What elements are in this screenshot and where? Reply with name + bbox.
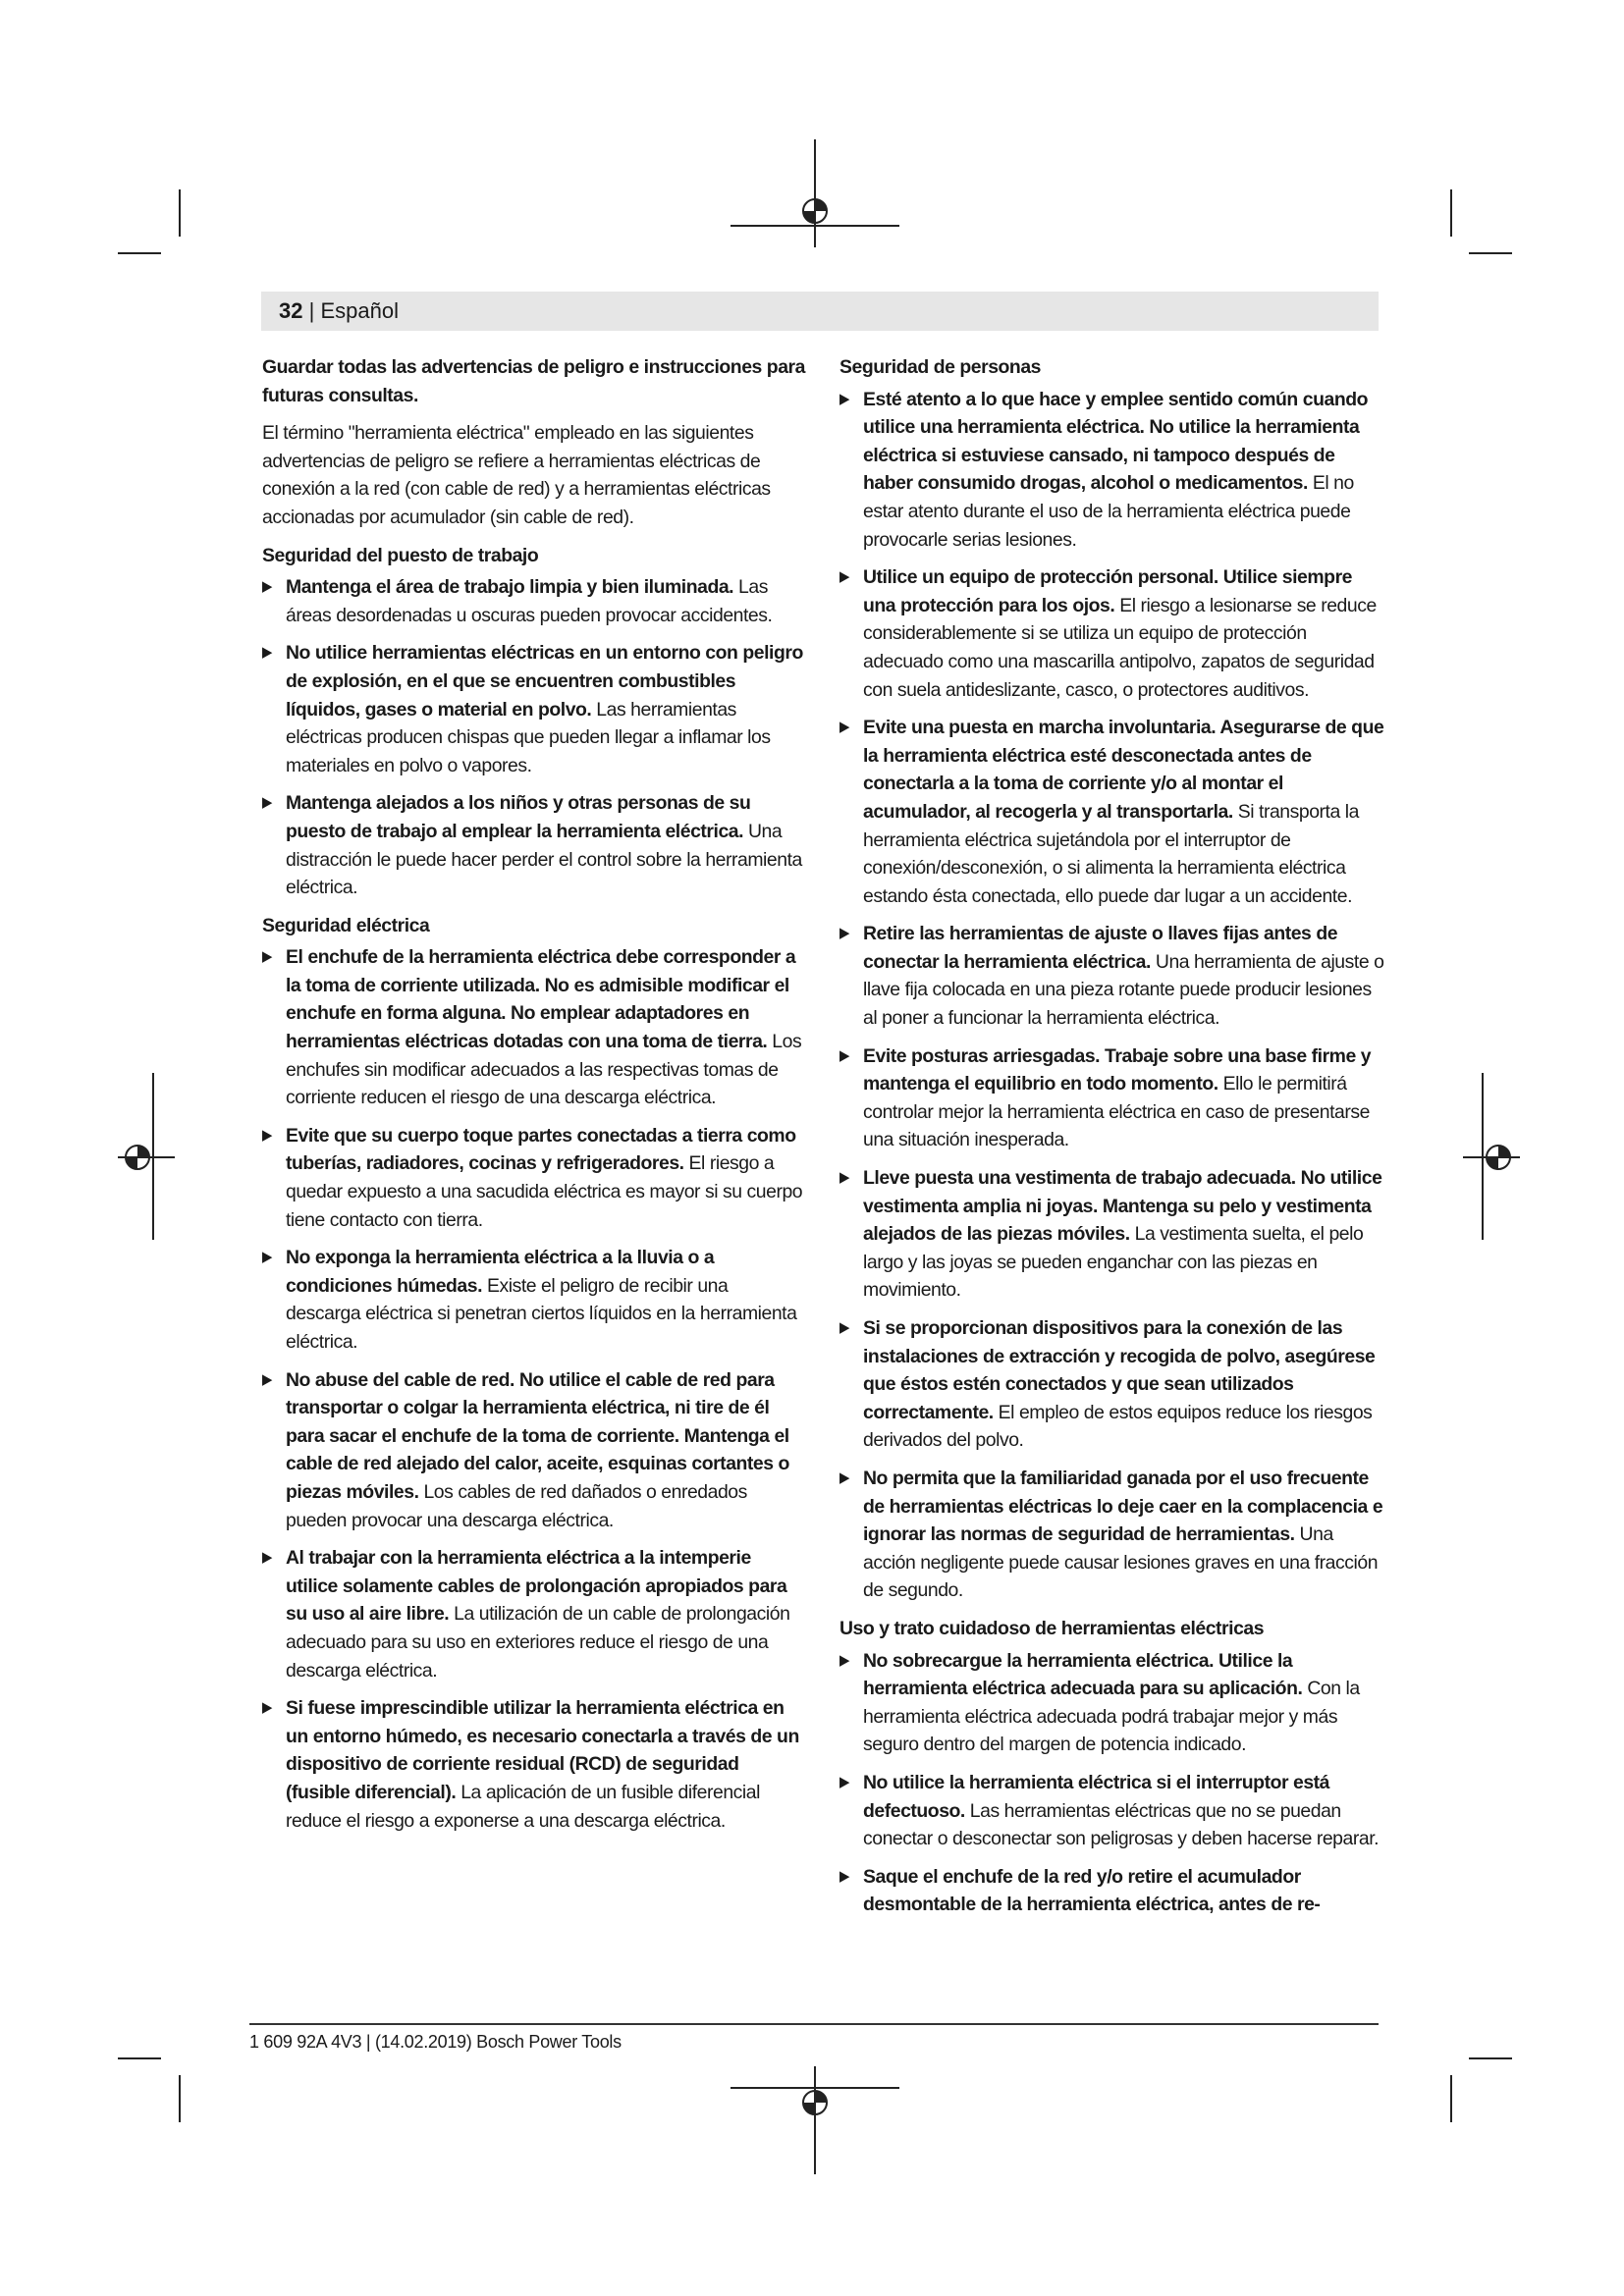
registration-target-icon xyxy=(122,1142,153,1173)
item-bold: No utilice herramientas eléctricas en un entorno con peligro de explosión, en el que se encuentren combustibles líquidos, gases o material en polvo. xyxy=(286,642,803,721)
bullet-triangle-icon: ▶ xyxy=(262,644,272,662)
item-bold: Lleve puesta una vestimenta de trabajo adecuada. No utilice vestimenta amplia ni joyas. Mantenga su pelo y vestimenta alejados de las piezas móviles. xyxy=(863,1167,1382,1246)
item-text: Si transporta la herramienta eléctrica sujetándola por el interruptor de conexión/desconexión, o si alimenta la herramienta eléctrica estando ésta conectada, ello puede dar lugar a un accidente. xyxy=(863,800,1359,907)
item-bold: Si se proporcionan dispositivos para la conexión de las instalaciones de extracción y recogida de polvo, asegúrese que éstos estén conectados y que sean utilizados correctamente. xyxy=(863,1317,1376,1423)
list-item xyxy=(839,563,1384,704)
intro-warning: Guardar todas las advertencias de peligro e instrucciones para futuras consultas. xyxy=(262,356,805,406)
bullet-triangle-icon: ▶ xyxy=(839,1046,849,1064)
list-item xyxy=(839,1647,1384,1759)
item-text: La vestimenta suelta, el pelo largo y las joyas se pueden enganchar con las piezas en movimiento. xyxy=(863,1223,1364,1302)
bullet-triangle-icon: ▶ xyxy=(839,1651,849,1669)
list-item xyxy=(262,1366,807,1535)
item-text: El riesgo a quedar expuesto a una sacudida eléctrica es mayor si su cuerpo tiene contacto con tierra. xyxy=(286,1152,803,1231)
item-bold: No permita que la familiaridad ganada por el uso frecuente de herramientas eléctricas lo deje caer en la complacencia e ignorar las normas de seguridad de herramientas. xyxy=(863,1467,1383,1546)
item-bold: Si fuese imprescindible utilizar la herramienta eléctrica en un entorno húmedo, es necesario conectarla a través de un dispositivo de corriente residual (RCD) de seguridad (fusible diferencial). xyxy=(286,1697,799,1803)
page-number: 32 xyxy=(279,298,303,323)
bullet-triangle-icon: ▶ xyxy=(262,1249,272,1266)
crop-mark xyxy=(179,2075,181,2122)
left-column xyxy=(262,353,807,1844)
item-bold: Evite posturas arriesgadas. Trabaje sobre una base firme y mantenga el equilibrio en todo momento. xyxy=(863,1044,1372,1095)
list-item xyxy=(262,789,807,901)
bullet-triangle-icon: ▶ xyxy=(839,568,849,586)
bullet-triangle-icon: ▶ xyxy=(839,925,849,942)
item-bold: Al trabajar con la herramienta eléctrica a la intemperie utilice solamente cables de prolongación apropiados para su uso al aire libre. xyxy=(286,1547,787,1626)
item-text: Los enchufes sin modificar adecuados a las respectivas tomas de corriente reducen el riesgo de una descarga eléctrica. xyxy=(286,1031,802,1109)
bullet-triangle-icon: ▶ xyxy=(262,1699,272,1717)
list-item xyxy=(839,1042,1384,1154)
crop-mark xyxy=(814,139,816,247)
bullet-triangle-icon: ▶ xyxy=(839,1867,849,1885)
registration-target-icon xyxy=(799,195,831,227)
registration-target-icon xyxy=(799,2087,831,2118)
crop-mark xyxy=(118,2057,161,2059)
crop-mark xyxy=(1469,2057,1512,2059)
crop-mark xyxy=(179,189,181,237)
header-separator: | xyxy=(308,298,315,323)
item-text: El no estar atento durante el uso de la herramienta eléctrica puede provocarle serias lesiones. xyxy=(863,472,1354,551)
item-text: El empleo de estos equipos reduce los riesgos derivados del polvo. xyxy=(863,1401,1373,1452)
bullet-triangle-icon: ▶ xyxy=(262,1370,272,1388)
item-bold: Mantenga el área de trabajo limpia y bien iluminada. xyxy=(286,576,734,599)
list-item xyxy=(839,920,1384,1032)
right-column xyxy=(839,353,1384,1929)
crop-mark xyxy=(1450,2075,1452,2122)
section-title-tool-use: Uso y trato cuidadoso de herramientas eléctricas xyxy=(839,1617,1265,1639)
bullet-triangle-icon: ▶ xyxy=(262,1549,272,1567)
item-text: Con la herramienta eléctrica adecuada podrá trabajar mejor y más seguro dentro del margen de potencia indicado. xyxy=(863,1678,1360,1756)
bullet-triangle-icon: ▶ xyxy=(839,719,849,736)
list-item xyxy=(262,573,807,629)
list-item xyxy=(839,1314,1384,1455)
header-language: Español xyxy=(320,298,399,323)
page-header-bar xyxy=(261,292,1379,331)
footer-rule xyxy=(249,2023,1379,2025)
item-bold: Mantenga alejados a los niños y otras personas de su puesto de trabajo al emplear la herramienta eléctrica. xyxy=(286,792,751,842)
crop-mark xyxy=(1450,189,1452,237)
item-bold: El enchufe de la herramienta eléctrica debe corresponder a la toma de corriente utilizada. No es admisible modificar el enchufe en forma alguna. No emplear adaptadores en herramientas eléctricas dotadas con una toma de tierra. xyxy=(286,946,796,1053)
list-item xyxy=(262,1694,807,1835)
crop-mark xyxy=(814,2066,816,2174)
page-footer: 1 609 92A 4V3 | (14.02.2019) Bosch Power Tools xyxy=(249,2032,622,2052)
item-text: El riesgo a lesionarse se reduce considerablemente si se utiliza un equipo de protección adecuado como una mascarilla antipolvo, zapatos de seguridad con suela antideslizante, casco, o protectores auditivos. xyxy=(863,594,1377,701)
item-bold: Retire las herramientas de ajuste o llaves fijas antes de conectar la herramienta eléctrica. xyxy=(863,923,1338,973)
section-title-work-area: Seguridad del puesto de trabajo xyxy=(262,544,539,566)
section-title-electrical: Seguridad eléctrica xyxy=(262,914,430,936)
item-text: Existe el peligro de recibir una descarga eléctrica si penetran ciertos líquidos en la herramienta eléctrica. xyxy=(286,1274,797,1353)
item-text: Una distracción le puede hacer perder el control sobre la herramienta eléctrica. xyxy=(286,820,802,899)
bullet-triangle-icon: ▶ xyxy=(839,390,849,407)
bullet-triangle-icon: ▶ xyxy=(262,1126,272,1144)
list-item xyxy=(262,1544,807,1684)
bullet-triangle-icon: ▶ xyxy=(839,1468,849,1486)
item-text: Las herramientas eléctricas que no se puedan conectar o desconectar son peligrosas y deben hacerse reparar. xyxy=(863,1799,1380,1850)
bullet-triangle-icon: ▶ xyxy=(839,1169,849,1187)
item-text: Las herramientas eléctricas producen chispas que pueden llegar a inflamar los materiales en polvo o vapores. xyxy=(286,698,771,776)
item-text: Las áreas desordenadas u oscuras pueden provocar accidentes. xyxy=(286,576,773,626)
item-bold: Evite una puesta en marcha involuntaria. Asegurarse de que la herramienta eléctrica esté desconectada antes de conectarla a la toma de corriente y/o al montar el acumulador, al recogerla y al transportarla. xyxy=(863,717,1384,823)
item-bold: No utilice la herramienta eléctrica si el interruptor está defectuoso. xyxy=(863,1771,1330,1822)
item-bold: Saque el enchufe de la red y/o retire el acumulador desmontable de la herramienta eléctrica, antes de re- xyxy=(863,1865,1321,1916)
bullet-triangle-icon: ▶ xyxy=(262,578,272,596)
item-text: Ello le permitirá controlar mejor la herramienta eléctrica en caso de presentarse una situación inesperada. xyxy=(863,1073,1370,1151)
item-bold: Esté atento a lo que hace y emplee sentido común cuando utilice una herramienta eléctrica. No utilice la herramienta eléctrica si estuviese cansado, ni tampoco después de haber consumido drogas, alcohol o medicamentos. xyxy=(863,388,1369,495)
section-title-personal-safety: Seguridad de personas xyxy=(839,356,1041,378)
list-item xyxy=(839,1863,1384,1919)
crop-mark xyxy=(118,252,161,254)
crop-mark xyxy=(1469,252,1512,254)
registration-target-icon xyxy=(1483,1142,1514,1173)
bullet-triangle-icon: ▶ xyxy=(262,948,272,966)
item-bold: No sobrecargue la herramienta eléctrica. Utilice la herramienta eléctrica adecuada para su aplicación. xyxy=(863,1649,1303,1700)
item-bold: Utilice un equipo de protección personal. Utilice siempre una protección para los ojos. xyxy=(863,566,1353,616)
item-text: Una acción negligente puede causar lesiones graves en una fracción de segundo. xyxy=(863,1523,1379,1602)
item-text: La aplicación de un fusible diferencial reduce el riesgo a exponerse a una descarga eléctrica. xyxy=(286,1781,760,1832)
list-item xyxy=(262,1244,807,1356)
list-item xyxy=(839,1465,1384,1605)
list-item xyxy=(262,943,807,1112)
item-bold: Evite que su cuerpo toque partes conectadas a tierra como tuberías, radiadores, cocinas y refrigeradores. xyxy=(286,1124,796,1175)
item-text: Los cables de red dañados o enredados pueden provocar una descarga eléctrica. xyxy=(286,1480,747,1531)
bullet-triangle-icon: ▶ xyxy=(839,1773,849,1790)
list-item xyxy=(262,639,807,779)
list-item xyxy=(262,1122,807,1234)
list-item xyxy=(839,1769,1384,1853)
item-text: La utilización de un cable de prolongación adecuado para su uso en exteriores reduce el riesgo de una descarga eléctrica. xyxy=(286,1603,790,1682)
list-item xyxy=(839,386,1384,555)
bullet-triangle-icon: ▶ xyxy=(839,1319,849,1336)
bullet-triangle-icon: ▶ xyxy=(262,794,272,812)
list-item xyxy=(839,1164,1384,1305)
list-item xyxy=(839,714,1384,910)
item-bold: No abuse del cable de red. No utilice el cable de red para transportar o colgar la herramienta eléctrica, ni tire de él para sacar el enchufe de la toma de corriente. Mantenga el cable de red alejado del calor, aceite, esquinas cortantes o piezas móviles. xyxy=(286,1368,789,1503)
item-bold: No exponga la herramienta eléctrica a la lluvia o a condiciones húmedas. xyxy=(286,1247,715,1297)
intro-text: El término "herramienta eléctrica" empleado en las siguientes advertencias de peligro se refiere a herramientas eléctricas de conexión a la red (con cable de red) y a herramientas eléctricas accionadas por acumulador (sin cable de red). xyxy=(262,422,771,528)
item-text: Una herramienta de ajuste o llave fija colocada en una pieza rotante puede producir lesiones al poner a funcionar la herramienta eléctrica. xyxy=(863,950,1384,1030)
page-header xyxy=(279,298,399,324)
